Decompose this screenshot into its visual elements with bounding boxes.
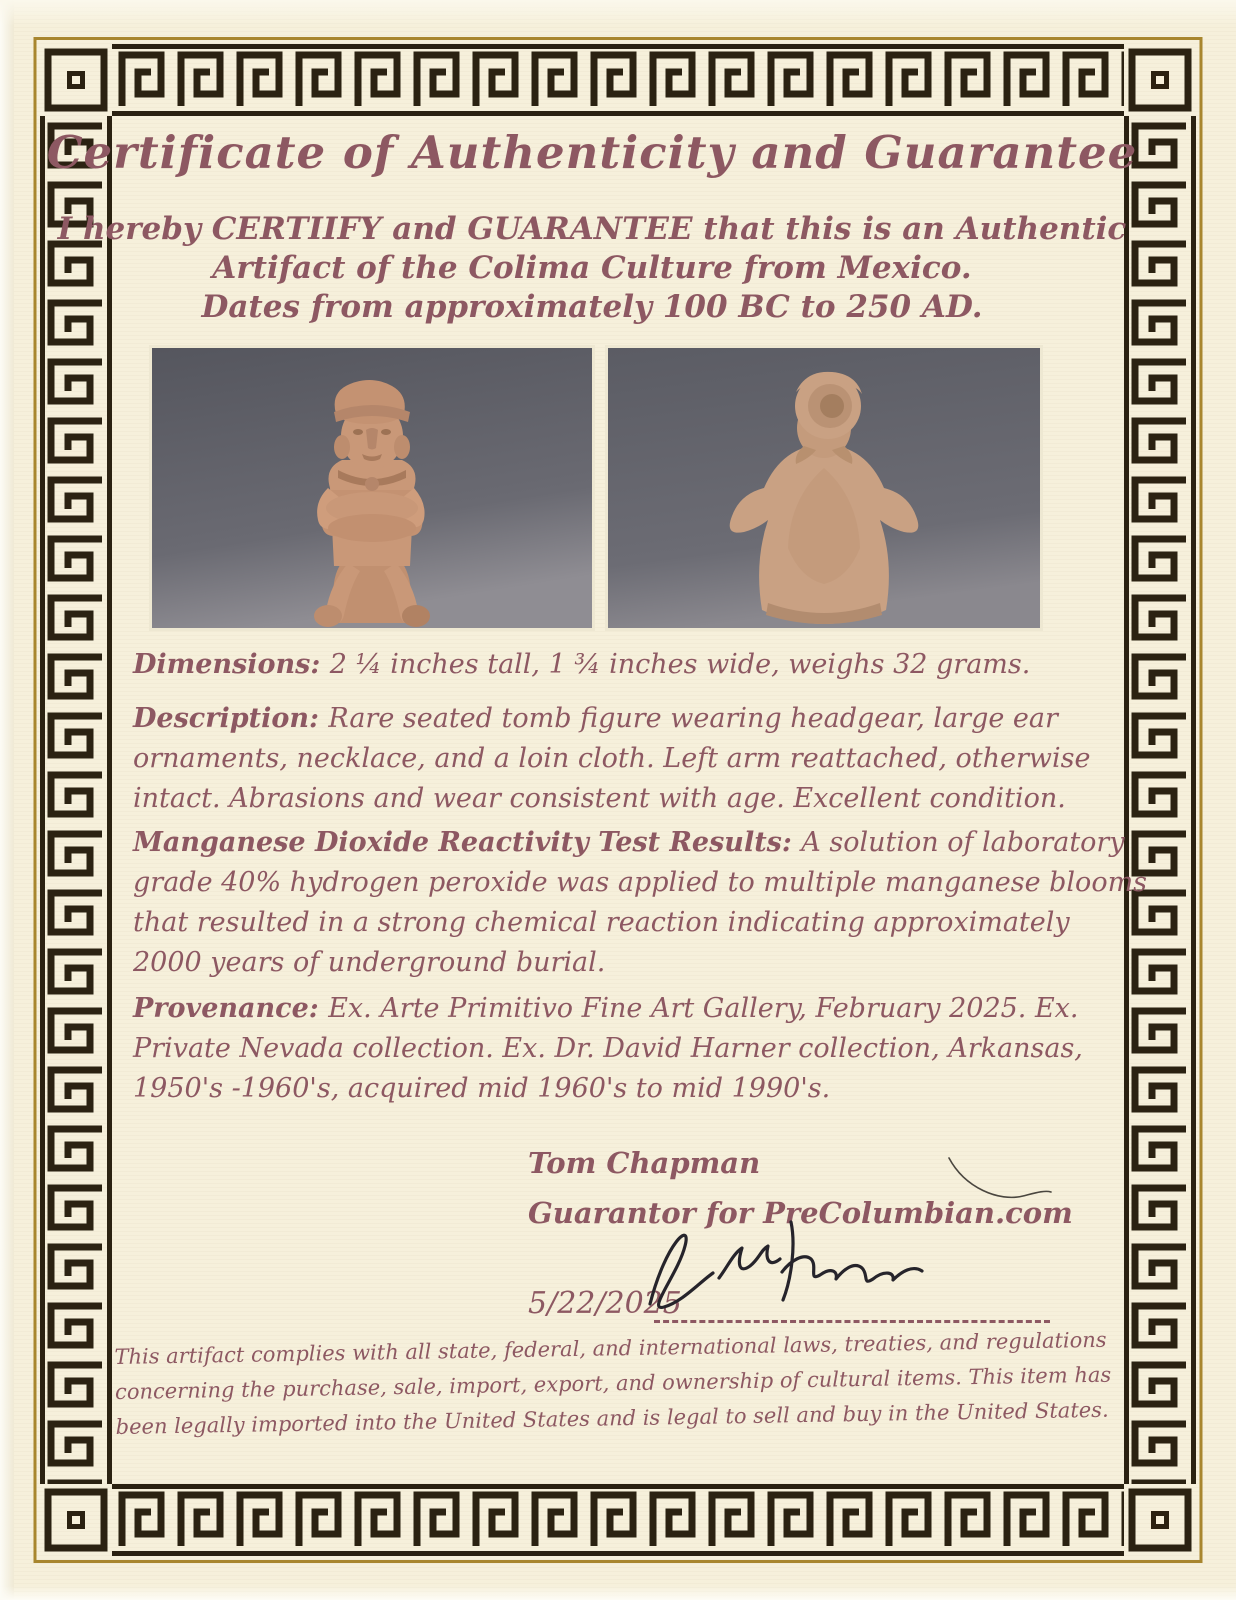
section-line: 1950's -1960's, acquired mid 1960's to mid 1990's.: [133, 1073, 831, 1104]
border-corner-top-left: [48, 52, 104, 108]
section-line: Manganese Dioxide Reactivity Test Results: A solution of laboratory: [133, 827, 1125, 858]
signatory-name: Tom Chapman: [528, 1146, 761, 1180]
handwritten-signature: [628, 1208, 948, 1333]
border-corner-bottom-left: [48, 1492, 104, 1548]
section-line: grade 40% hydrogen peroxide was applied to multiple manganese blooms: [133, 867, 1148, 898]
section-line: Description: Rare seated tomb figure wearing headgear, large ear: [133, 703, 1058, 734]
border-corner-bottom-right: [1132, 1492, 1188, 1548]
section-label: Description:: [133, 703, 319, 734]
legal-line: concerning the purchase, sale, import, export, and ownership of cultural items. This item has: [114, 1362, 1112, 1405]
legal-line: This artifact complies with all state, federal, and international laws, treaties, and regulations: [114, 1327, 1107, 1370]
description-section: [133, 699, 1091, 819]
section-line: 2000 years of underground burial.: [133, 947, 606, 978]
section-label: Provenance:: [133, 993, 319, 1024]
section-line: ornaments, necklace, and a loin cloth. Left arm reattached, otherwise: [133, 743, 1091, 774]
section-line: intact. Abrasions and wear consistent with age. Excellent condition.: [133, 783, 1066, 814]
certificate-title: Certificate of Authenticity and Guarantee: [46, 126, 1138, 179]
certificate-statement: [0, 210, 1184, 327]
statement-line: I hereby CERTIIFY and GUARANTEE that this is an Authentic: [57, 211, 1127, 247]
signature-date: 5/22/2025: [528, 1286, 682, 1321]
section-label: Dimensions:: [133, 649, 321, 680]
section-line: Provenance: Ex. Arte Primitivo Fine Art Gallery, February 2025. Ex.: [133, 993, 1079, 1024]
section-line: Dimensions: 2 ¼ inches tall, 1 ¾ inches wide, weighs 32 grams.: [133, 649, 1031, 680]
section-line: that resulted in a strong chemical reaction indicating approximately: [133, 907, 1070, 938]
provenance-section: [133, 989, 1083, 1109]
dimensions-section: [133, 645, 1030, 685]
signatory-role: Guarantor for PreColumbian.com: [528, 1196, 1073, 1230]
section-line: Private Nevada collection. Ex. Dr. David Harner collection, Arkansas,: [133, 1033, 1083, 1064]
artifact-photo-front: [152, 348, 592, 628]
stray-pen-mark: [945, 1150, 1055, 1210]
section-label: Manganese Dioxide Reactivity Test Results:: [133, 827, 792, 858]
manganese-test-section: [133, 823, 1147, 983]
statement-line: Artifact of the Colima Culture from Mexico.: [212, 250, 972, 286]
statement-line: Dates from approximately 100 BC to 250 AD.: [201, 289, 983, 325]
border-corner-top-right: [1132, 52, 1188, 108]
artifact-photo-back: [608, 348, 1040, 628]
legal-line: been legally imported into the United States and is legal to sell and buy in the United States.: [115, 1397, 1109, 1440]
legal-disclaimer: [114, 1324, 1112, 1445]
